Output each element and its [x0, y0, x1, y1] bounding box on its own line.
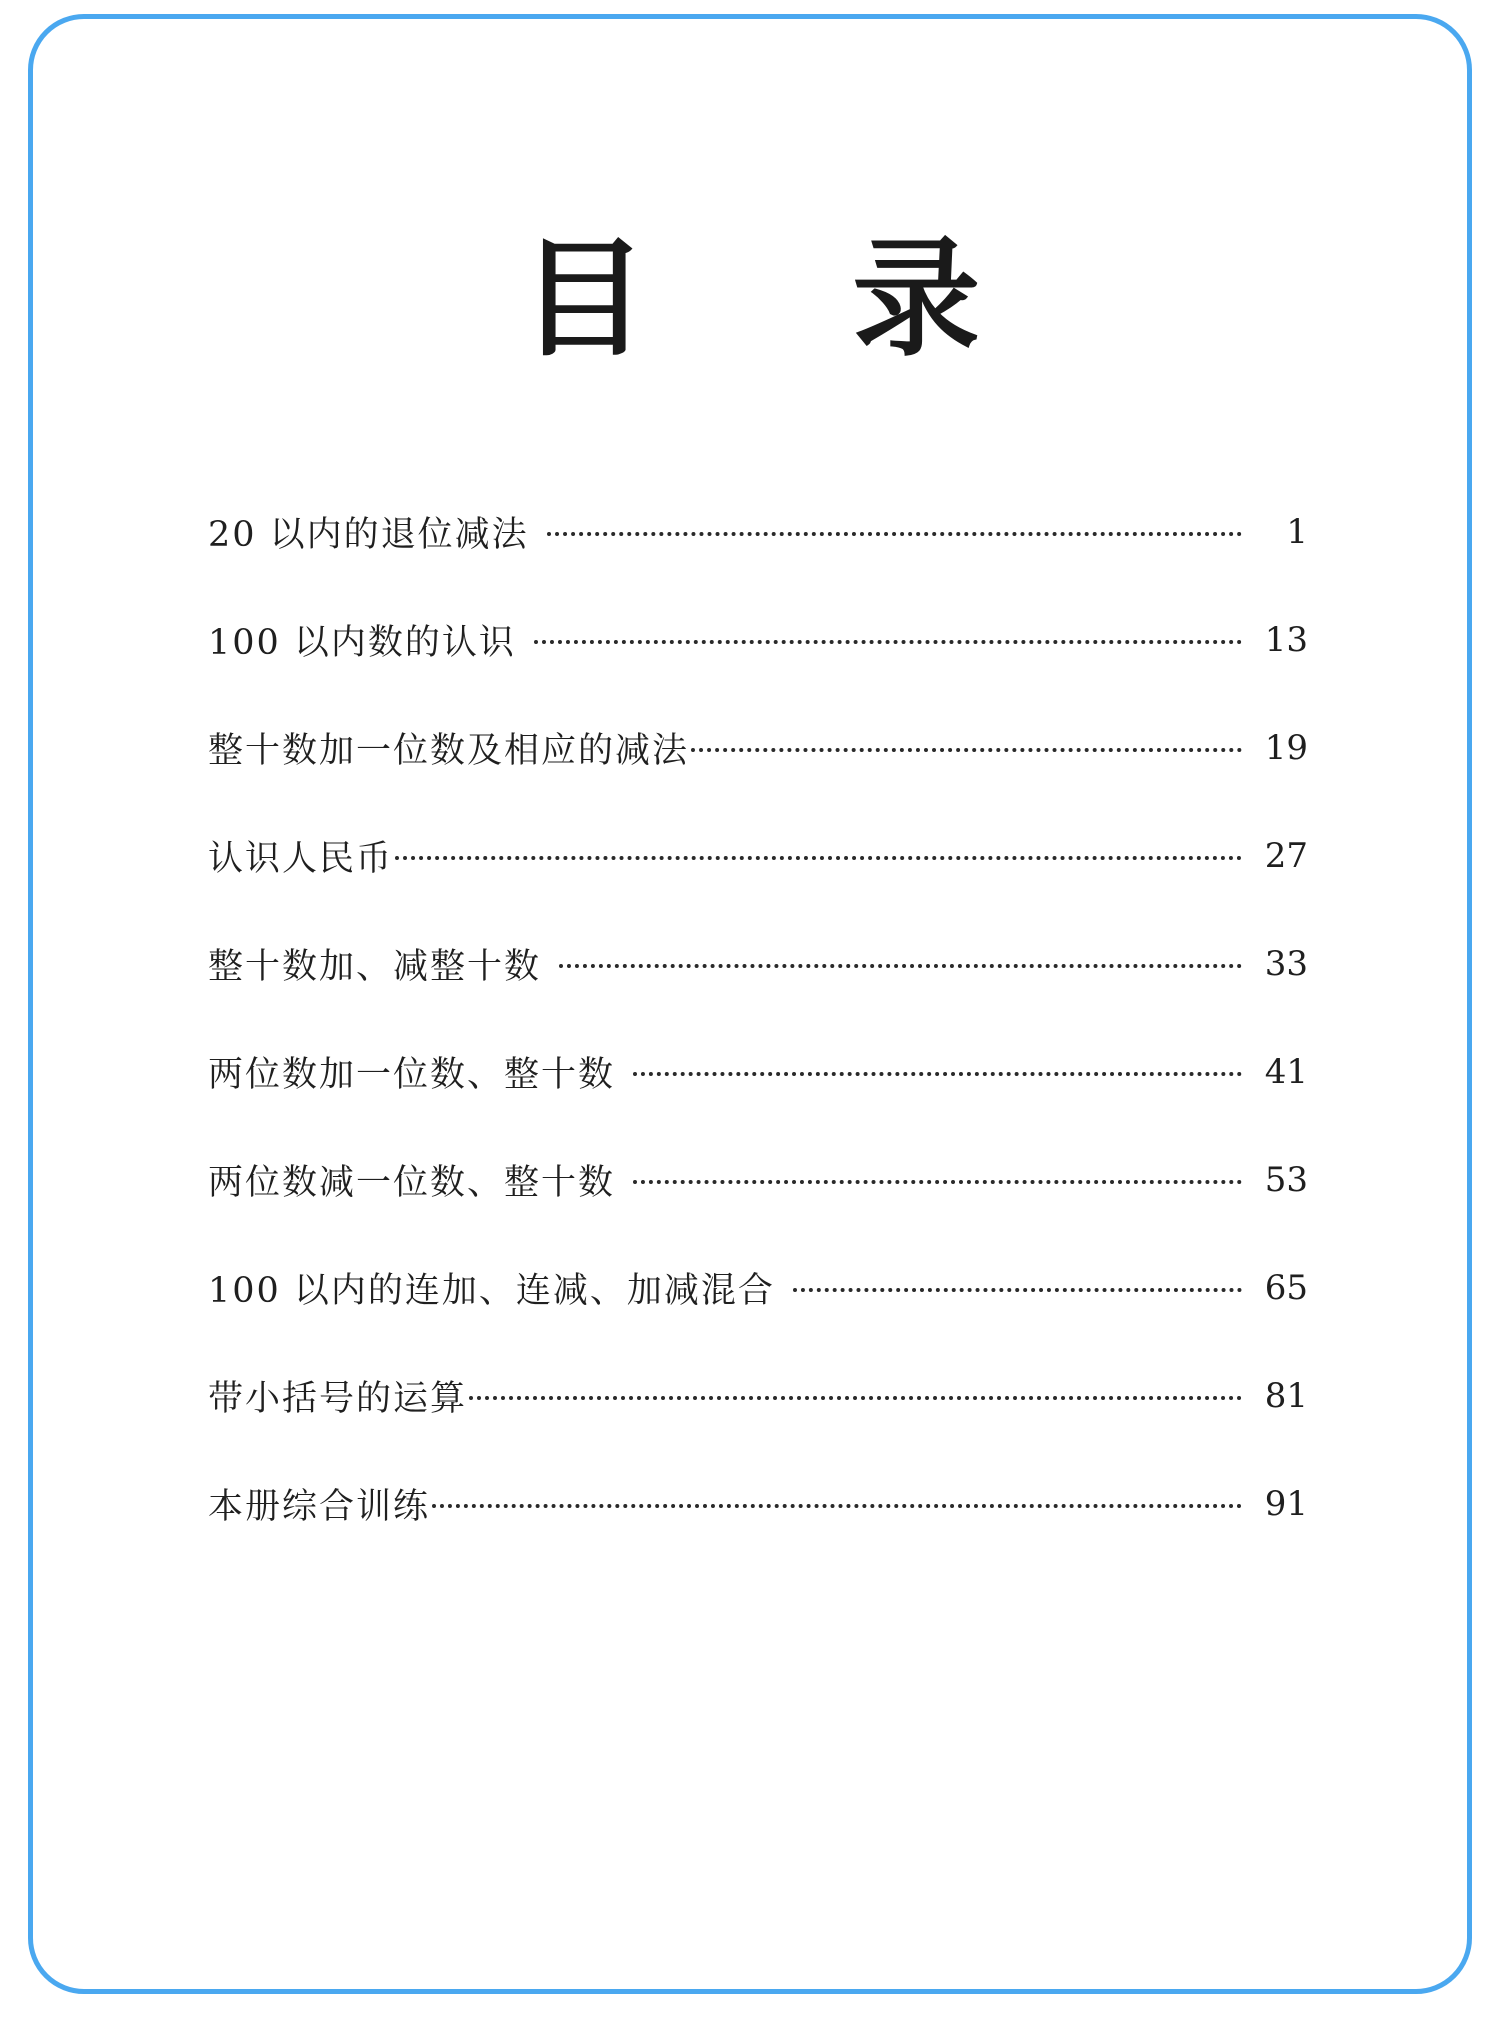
- toc-entry-title: 本册综合训练: [208, 1487, 431, 1527]
- toc-entry[interactable]: [208, 910, 1308, 1018]
- toc-entry-title: 带小括号的运算: [208, 1379, 468, 1419]
- dot-leader: [559, 964, 1242, 968]
- toc-entry[interactable]: [208, 1342, 1308, 1450]
- toc-entry-title: 100 以内的连加、连减、加减混合: [208, 1271, 775, 1311]
- dot-leader: [534, 640, 1242, 644]
- toc-entry-page: 27: [1264, 836, 1308, 876]
- toc-entry-page: 41: [1264, 1052, 1308, 1092]
- toc-entry[interactable]: [208, 1018, 1308, 1126]
- toc-entry-title: 认识人民币: [208, 839, 394, 879]
- dot-leader: [633, 1180, 1242, 1184]
- table-of-contents: [208, 478, 1308, 1558]
- toc-entry-title: 整十数加一位数及相应的减法: [208, 731, 690, 771]
- dot-leader: [432, 1504, 1242, 1508]
- toc-entry-page: 33: [1264, 944, 1308, 984]
- toc-entry[interactable]: [208, 802, 1308, 910]
- toc-entry[interactable]: [208, 1126, 1308, 1234]
- toc-entry-page: 65: [1264, 1268, 1308, 1308]
- dot-leader: [395, 856, 1242, 860]
- toc-entry-page: 81: [1264, 1376, 1308, 1416]
- toc-entry-title: 整十数加、减整十数: [208, 947, 542, 987]
- dot-leader: [469, 1396, 1242, 1400]
- dot-leader: [633, 1072, 1242, 1076]
- dot-leader: [793, 1288, 1242, 1292]
- toc-entry-title: 100 以内数的认识: [208, 623, 516, 663]
- toc-entry-title: 两位数减一位数、整十数: [208, 1163, 616, 1203]
- toc-entry-title: 20 以内的退位减法: [208, 515, 529, 555]
- toc-entry[interactable]: [208, 1450, 1308, 1558]
- toc-entry[interactable]: [208, 586, 1308, 694]
- dot-leader: [547, 532, 1242, 536]
- toc-entry-page: 13: [1264, 620, 1308, 660]
- page-title: 目 录: [519, 225, 1061, 374]
- toc-entry-page: 53: [1264, 1160, 1308, 1200]
- toc-entry-page: 1: [1286, 512, 1308, 552]
- dot-leader: [691, 748, 1242, 752]
- toc-entry-page: 91: [1264, 1484, 1308, 1524]
- toc-entry[interactable]: [208, 1234, 1308, 1342]
- toc-entry[interactable]: [208, 478, 1308, 586]
- toc-entry-title: 两位数加一位数、整十数: [208, 1055, 616, 1095]
- toc-entry[interactable]: [208, 694, 1308, 802]
- toc-entry-page: 19: [1264, 728, 1308, 768]
